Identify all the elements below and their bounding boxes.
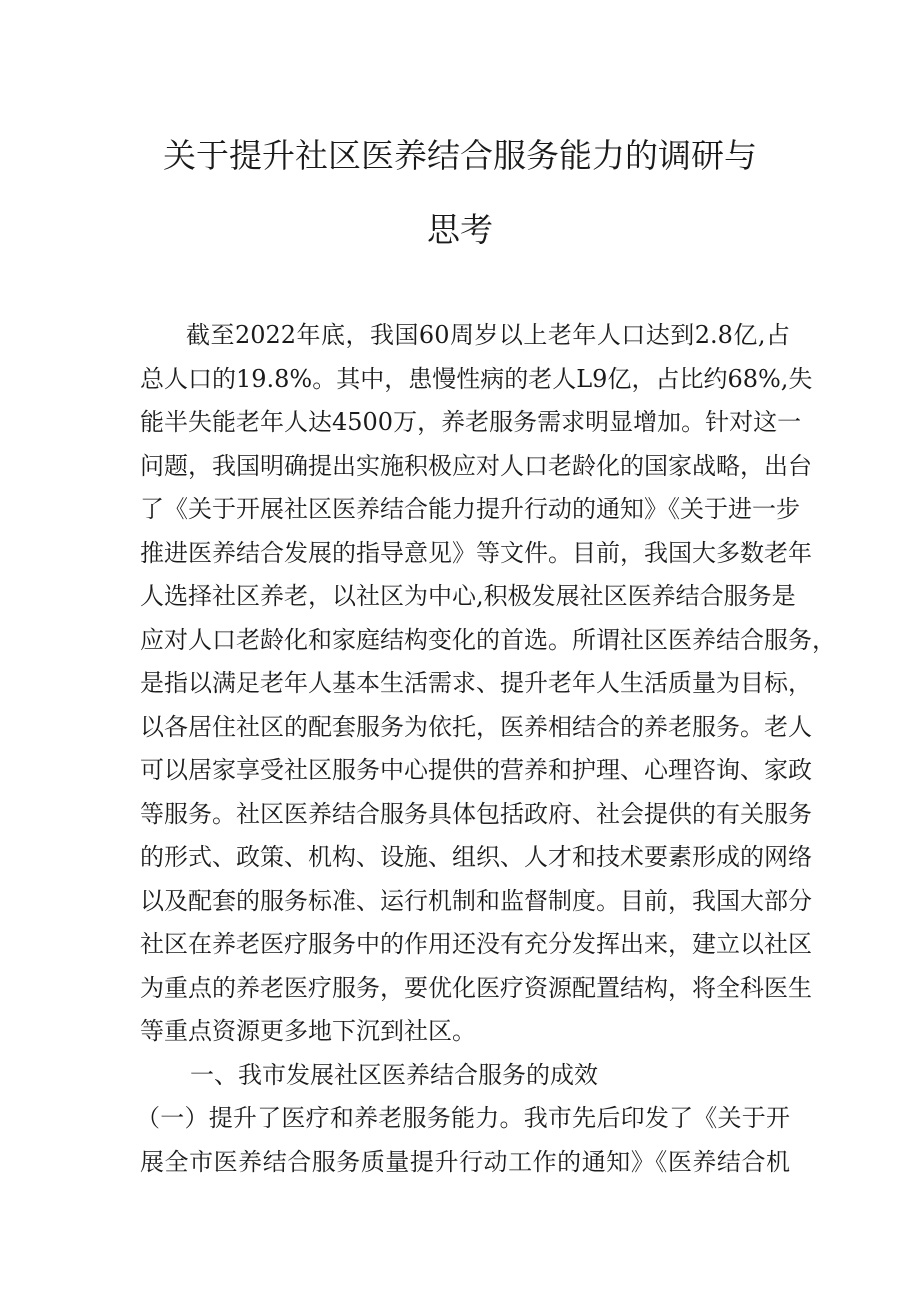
document-body bbox=[136, 314, 836, 1184]
section-heading: 一、我市发展社区医养结合服务的成效 bbox=[190, 1060, 598, 1089]
paragraph-line: 问题，我国明确提出实施积极应对人口老龄化的国家战略，出台 bbox=[140, 451, 812, 480]
document-title-line-1: 关于提升社区医养结合服务能力的调研与 bbox=[163, 136, 757, 175]
paragraph-line: 截至2022年底，我国60周岁以上老年人口达到2.8亿,占 bbox=[186, 321, 790, 349]
paragraph-line: 总人口的19.8%。其中，患慢性病的老人L9亿，占比约68%,失 bbox=[140, 364, 813, 393]
paragraph-line: 以及配套的服务标准、运行机制和监督制度。目前，我国大部分 bbox=[140, 886, 812, 915]
subsection-line: （一）提升了医疗和养老服务能力。我市先后印发了《关于开 bbox=[136, 1104, 790, 1132]
paragraph-line: 是指以满足老年人基本生活需求、提升老年人生活质量为目标， bbox=[140, 669, 812, 697]
paragraph-line: 推进医养结合发展的指导意见》等文件。目前，我国大多数老年 bbox=[140, 538, 812, 567]
subsection-line: 展全市医养结合服务质量提升行动工作的通知》《医养结合机 bbox=[140, 1147, 790, 1176]
paragraph-line: 人选择社区养老，以社区为中心,积极发展社区医养结合服务是 bbox=[140, 582, 796, 610]
paragraph-line: 能半失能老年人达4500万，养老服务需求明显增加。针对这一 bbox=[140, 408, 802, 436]
paragraph-line: 了《关于开展社区医养结合能力提升行动的通知》《关于进一步 bbox=[140, 495, 800, 523]
paragraph-line: 为重点的养老医疗服务，要优化医疗资源配置结构，将全科医生 bbox=[140, 973, 812, 1002]
paragraph-line: 等重点资源更多地下沉到社区。 bbox=[140, 1017, 476, 1045]
document-title-line-2: 思考 bbox=[427, 210, 493, 249]
paragraph-line: 社区在养老医疗服务中的作用还没有充分发挥出来，建立以社区 bbox=[140, 930, 812, 958]
paragraph-line: 可以居家享受社区服务中心提供的营养和护理、心理咨询、家政 bbox=[140, 756, 812, 784]
paragraph-line: 等服务。社区医养结合服务具体包括政府、社会提供的有关服务 bbox=[140, 799, 812, 828]
paragraph-line: 应对人口老龄化和家庭结构变化的首选。所谓社区医养结合服务， bbox=[140, 625, 836, 654]
paragraph-line: 的形式、政策、机构、设施、组织、人才和技术要素形成的网络 bbox=[140, 843, 812, 871]
paragraph-line: 以各居住社区的配套服务为依托，医养相结合的养老服务。老人 bbox=[140, 712, 812, 741]
